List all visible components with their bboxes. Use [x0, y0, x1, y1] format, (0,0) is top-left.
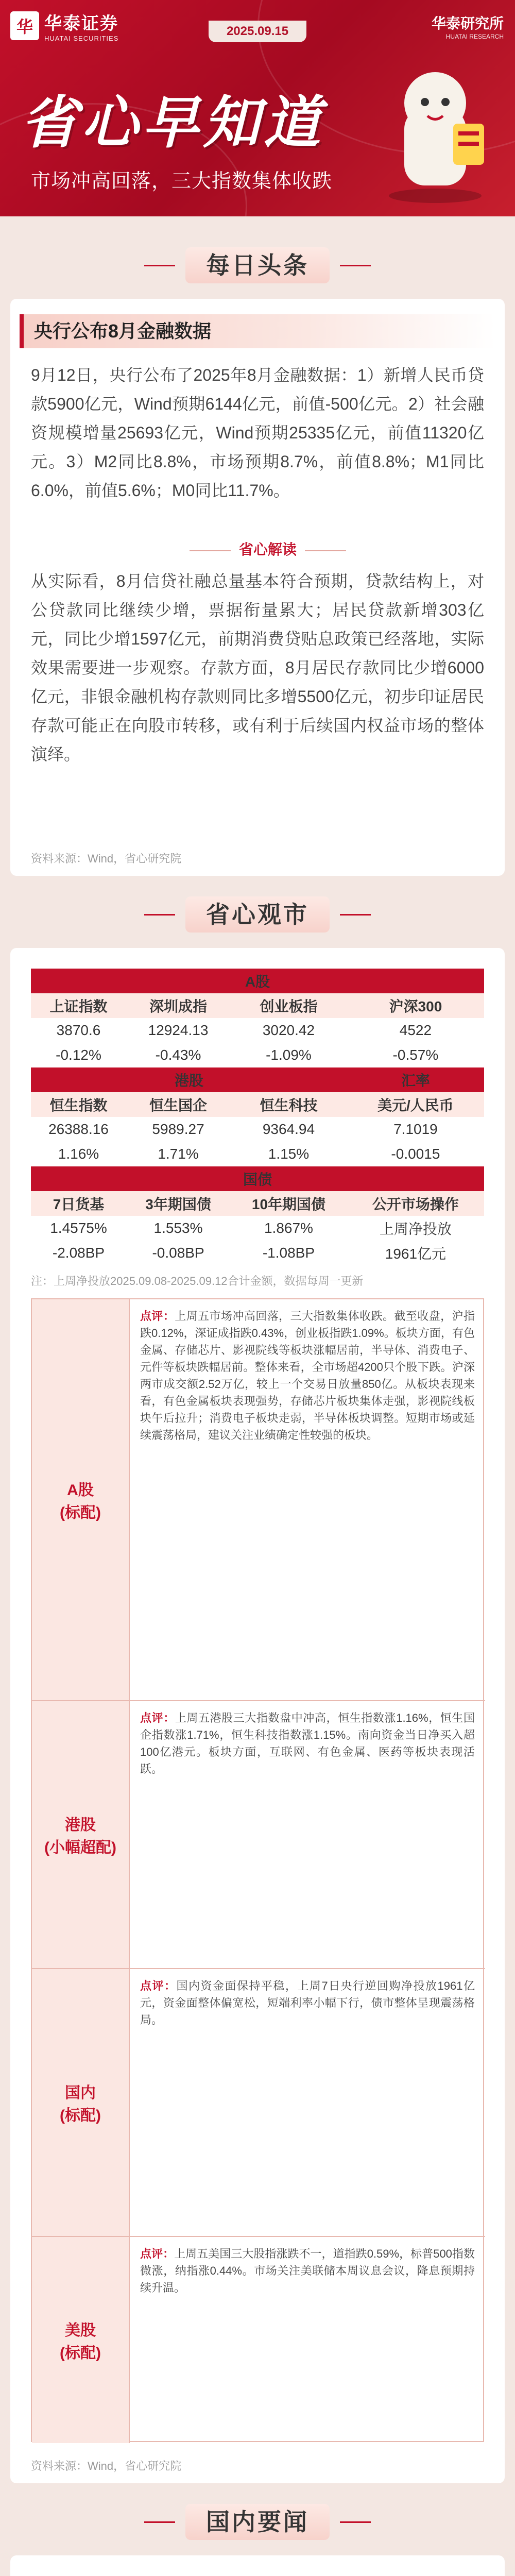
- market-card: [10, 948, 505, 2483]
- commentary-table: [31, 1298, 484, 2442]
- market-source: 资料来源：Wind，省心研究院: [31, 2460, 182, 2472]
- date-badge: 2025.09.15: [209, 21, 306, 42]
- rates-label: 汇率: [347, 1067, 484, 1092]
- commentary-row: [32, 1969, 485, 2237]
- index-name: 公开市场操作: [347, 1191, 484, 1216]
- a-share-label: A股: [31, 969, 484, 993]
- research-logo: [432, 12, 504, 40]
- commentary-text: [140, 1977, 475, 2028]
- interp-body: 从实际看，8月信贷社融总量基本符合预期，贷款结构上，对公贷款同比继续少增，票据衔量累大；居民贷款新增303亿元，同比少增1597亿元，前期消费贷贴息政策已经落地，实际效果需要进一步观察。存款方面，8月居民存款同比少增6000亿元，非银金融机构存款则同比多增5500亿元，初步印证居民存款可能正在向股市转移，或有利于后续国内权益市场的整体演绎。: [31, 572, 484, 764]
- commentary-title: 点评：: [140, 1711, 175, 1724]
- daily-card: [10, 299, 505, 876]
- index-value: 26388.16: [48, 1121, 109, 1137]
- research-name: 华泰研究所: [431, 15, 504, 31]
- commentary-title: 点评：: [140, 1979, 177, 1992]
- commentary-label: A股 (标配): [32, 1299, 130, 1700]
- interp-label: 省心解读: [165, 538, 371, 559]
- section-title-daily: 每日头条: [185, 247, 330, 283]
- index-value: 3870.6: [56, 1022, 101, 1038]
- mascot-illustration-icon: [376, 62, 494, 206]
- commentary-body: 上周五市场冲高回落，三大指数集体收跌。截至收盘，沪指跌0.12%，深证成指跌0.43%，创业板指跌1.09%。板块方面，有色金属、存储芯片、影视院线等板块涨幅居前，半导体、消费电子、元件等板块跌幅居前。整体来看，全市场超4200只个股下跌。沪深两市成交额2.52万亿，较上一个交易日放量850亿。从板块表现来看，有色金属板块表现强势，存储芯片板块集体走强，影视院线板块午后拉升；消费电子板块走弱，半导体板块调整。短期市场或延续震荡格局，建议关注业绩确定性较强的板块。: [140, 1310, 475, 1442]
- commentary-title: 点评：: [140, 1310, 175, 1323]
- section-title-domestic: 国内要闻: [185, 2504, 330, 2540]
- page-subtitle: 市场冲高回落，三大指数集体收跌: [31, 171, 333, 192]
- index-change: -2.08BP: [52, 1245, 105, 1261]
- index-value: 上周净投放: [379, 1221, 452, 1237]
- commentary-row: [32, 1701, 485, 1969]
- index-name: 上证指数: [31, 993, 126, 1018]
- index-value: 1.553%: [153, 1220, 203, 1236]
- daily-headline: 央行公布8月金融数据: [20, 314, 495, 348]
- daily-source: 资料来源：Wind，省心研究院: [31, 852, 182, 865]
- index-change: -0.0015: [391, 1146, 440, 1162]
- commentary-text: [140, 2245, 475, 2296]
- page-title: 省心早知道: [21, 91, 324, 155]
- header-banner: [0, 0, 515, 216]
- daily-body: 9月12日，央行公布了2025年8月金融数据：1）新增人民币贷款5900亿元，Wind预期6144亿元，前值-500亿元。2）社会融资规模增量25693亿元，Wind预期25335亿元，前值11320亿元。3）M2同比8.8%，市场预期8.7%，前值8.8%；M1同比6.0%，前值5.6%；M0同比11.7%。: [31, 366, 484, 500]
- index-value: 7.1019: [393, 1121, 438, 1137]
- index-name: 创业板指: [230, 993, 347, 1018]
- index-value: 4522: [399, 1022, 432, 1038]
- index-name: 沪深300: [347, 993, 484, 1018]
- index-change: -0.43%: [155, 1047, 201, 1063]
- commentary-row: [32, 1299, 485, 1701]
- index-name: 3年期国债: [126, 1191, 230, 1216]
- index-name: 10年期国债: [230, 1191, 347, 1216]
- index-value: 5989.27: [152, 1121, 204, 1137]
- section-title-market: 省心观市: [185, 896, 330, 933]
- bond-label: 国债: [31, 1166, 484, 1191]
- index-change: -0.12%: [56, 1047, 101, 1063]
- index-name: 恒生科技: [230, 1092, 347, 1117]
- hk-label: 港股: [31, 1067, 347, 1092]
- commentary-row: [32, 2237, 485, 2443]
- index-name: 深圳成指: [126, 993, 230, 1018]
- brand-logo: [10, 9, 118, 42]
- index-change: -1.09%: [266, 1047, 312, 1063]
- index-change: 1.15%: [268, 1146, 310, 1162]
- commentary-text: [140, 1308, 475, 1444]
- commentary-label: 美股 (标配): [32, 2237, 130, 2443]
- index-change: -0.08BP: [152, 1245, 204, 1261]
- index-name: 恒生指数: [31, 1092, 126, 1117]
- market-table: [31, 969, 484, 1265]
- index-value: 1.4575%: [50, 1220, 107, 1236]
- index-change: -1.08BP: [262, 1245, 315, 1261]
- index-name: 7日货基: [31, 1191, 126, 1216]
- index-name: 恒生国企: [126, 1092, 230, 1117]
- commentary-body: 上周五美国三大股指涨跌不一，道指跌0.59%，标普500指数微涨，纳指涨0.44%。市场关注美联储本周议息会议，降息预期持续升温。: [140, 2247, 475, 2294]
- commentary-label: 国内 (标配): [32, 1969, 130, 2236]
- brand-mark-icon: 华: [10, 11, 39, 40]
- commentary-text: [140, 1709, 475, 1777]
- market-note: 注：上周净投放2025.09.08-2025.09.12合计金额，数据每周一更新: [31, 1275, 364, 1287]
- index-change: -0.57%: [392, 1047, 439, 1063]
- commentary-body: 上周五港股三大指数盘中冲高，恒生指数涨1.16%，恒生国企指数涨1.71%，恒生科技指数涨1.15%。南向资金当日净买入超100亿港元。板块方面，互联网、有色金属、医药等板块表现活跃。: [140, 1711, 475, 1775]
- index-change: 1961亿元: [385, 1246, 447, 1262]
- brand-name-en: HUATAI SECURITIES: [44, 35, 119, 42]
- brand-name: 华泰证券: [44, 14, 118, 33]
- index-value: 9364.94: [262, 1121, 315, 1137]
- research-name-en: HUATAI RESEARCH: [445, 33, 504, 40]
- commentary-label: 港股 (小幅超配): [32, 1701, 130, 1968]
- index-change: 1.16%: [58, 1146, 99, 1162]
- index-change: 1.71%: [158, 1146, 199, 1162]
- index-value: 3020.42: [262, 1022, 315, 1038]
- index-name: 美元/人民币: [347, 1092, 484, 1117]
- index-value: 12924.13: [148, 1022, 209, 1038]
- commentary-title: 点评：: [140, 2247, 175, 2260]
- index-value: 1.867%: [264, 1220, 313, 1236]
- commentary-body: 国内资金面保持平稳，上周7日央行逆回购净投放1961亿元，资金面整体偏宽松，短端利率小幅下行，债市整体呈现震荡格局。: [140, 1979, 475, 2026]
- domestic-card: [10, 2555, 505, 2576]
